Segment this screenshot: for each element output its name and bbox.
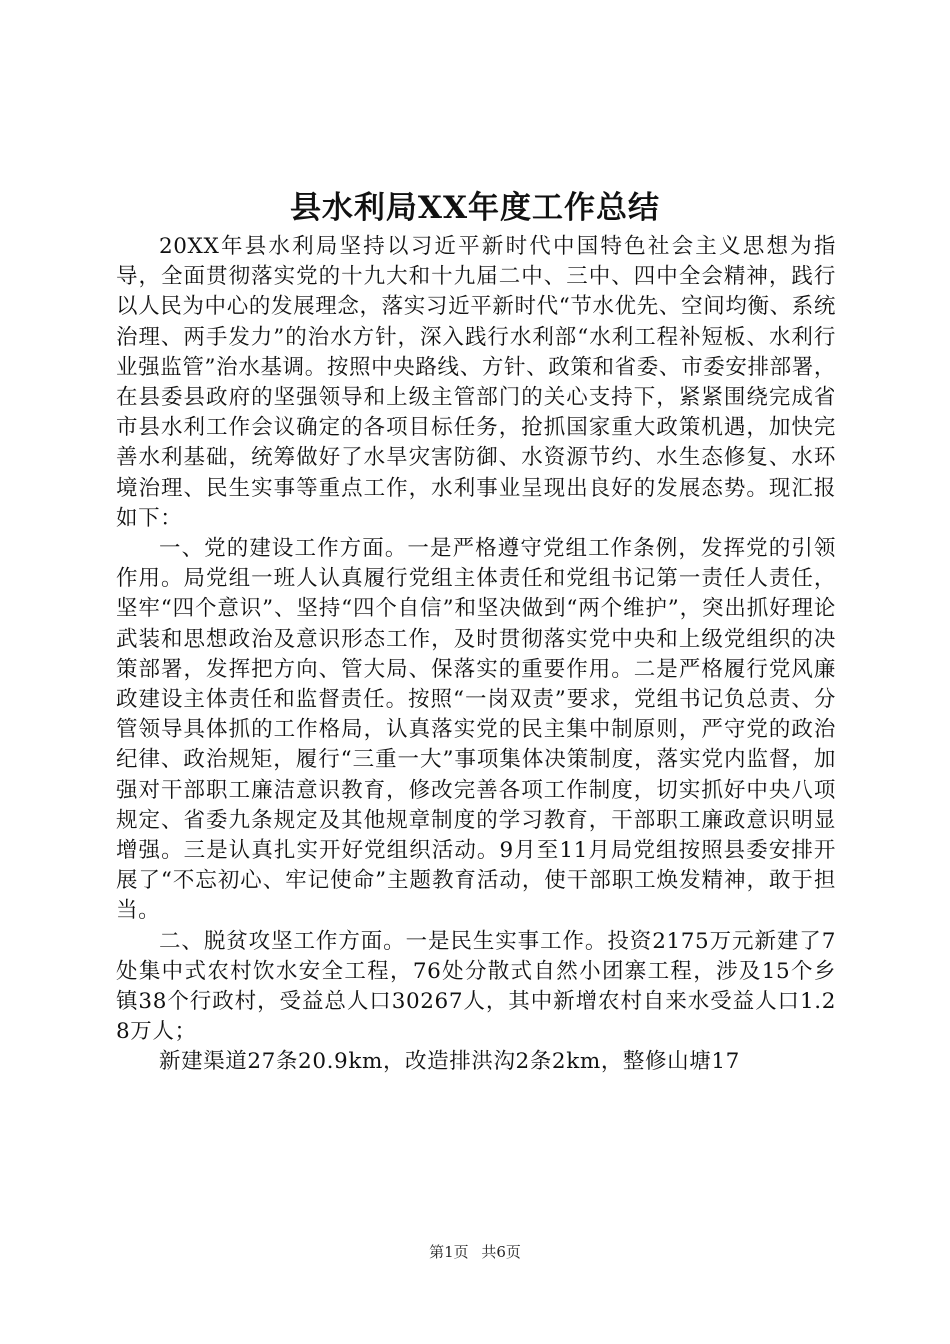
paragraph-party-building: 一、党的建设工作方面。一是严格遵守党组工作条例，发挥党的引领作用。局党组一班人认真履行党组主体责任和党组书记第一责任人责任，坚牢“四个意识”、坚持“四个自信”和坚决做到“两个维护”，突出抓好理论武装和思想政治及意识形态工作，及时贯彻落实党中央和上级党组织的决策部署，发挥把方向、管大局、保落实的重要作用。二是严格履行党风廉政建设主体责任和监督责任。按照“一岗双责”要求，党组书记负总责、分管领导具体抓的工作格局，认真落实党的民主集中制原则，严守党的政治纪律、政治规矩，履行“三重一大”事项集体决策制度，落实党内监督，加强对干部职工廉洁意识教育，修改完善各项工作制度，切实抓好中央八项规定、省委九条规定及其他规章制度的学习教育，干部职工廉政意识明显增强。三是认真扎实开好党组织活动。9月至11月局党组按照县委安排开展了“不忘初心、牢记使命”主题教育活动，使干部职工焕发精神，敢于担当。 xyxy=(116,536,836,924)
paragraph-channels: 新建渠道27条20.9km，改造排洪沟2条2km，整修山塘17 xyxy=(159,1049,740,1075)
page-total: 共6页 xyxy=(481,1243,521,1261)
document-title: 县水利局XX年度工作总结 xyxy=(289,190,661,226)
paragraph-poverty-alleviation: 二、脱贫攻坚工作方面。一是民生实事工作。投资2175万元新建了7处集中式农村饮水安全工程，76处分散式自然小团寨工程，涉及15个乡镇38个行政村，受益总人口30267人，其中新增农村自来水受益人口1.28万人； xyxy=(116,928,836,1045)
page-footer xyxy=(0,1242,950,1262)
paragraph-intro: 20XX年县水利局坚持以习近平新时代中国特色社会主义思想为指导，全面贯彻落实党的十九大和十九届二中、三中、四中全会精神，践行以人民为中心的发展理念，落实习近平新时代“节水优先、空间均衡、系统治理、两手发力”的治水方针，深入践行水利部“水利工程补短板、水利行业强监管”治水基调。按照中央路线、方针、政策和省委、市委安排部署，在县委县政府的坚强领导和上级主管部门的关心支持下，紧紧围绕完成省市县水利工作会议确定的各项目标任务，抢抓国家重大政策机遇，加快完善水利基础，统筹做好了水旱灾害防御、水资源节约、水生态修复、水环境治理、民生实事等重点工作，水利事业呈现出良好的发展态势。现汇报如下： xyxy=(116,234,836,531)
document-body xyxy=(116,232,836,1078)
page-number: 第1页 xyxy=(429,1243,469,1261)
